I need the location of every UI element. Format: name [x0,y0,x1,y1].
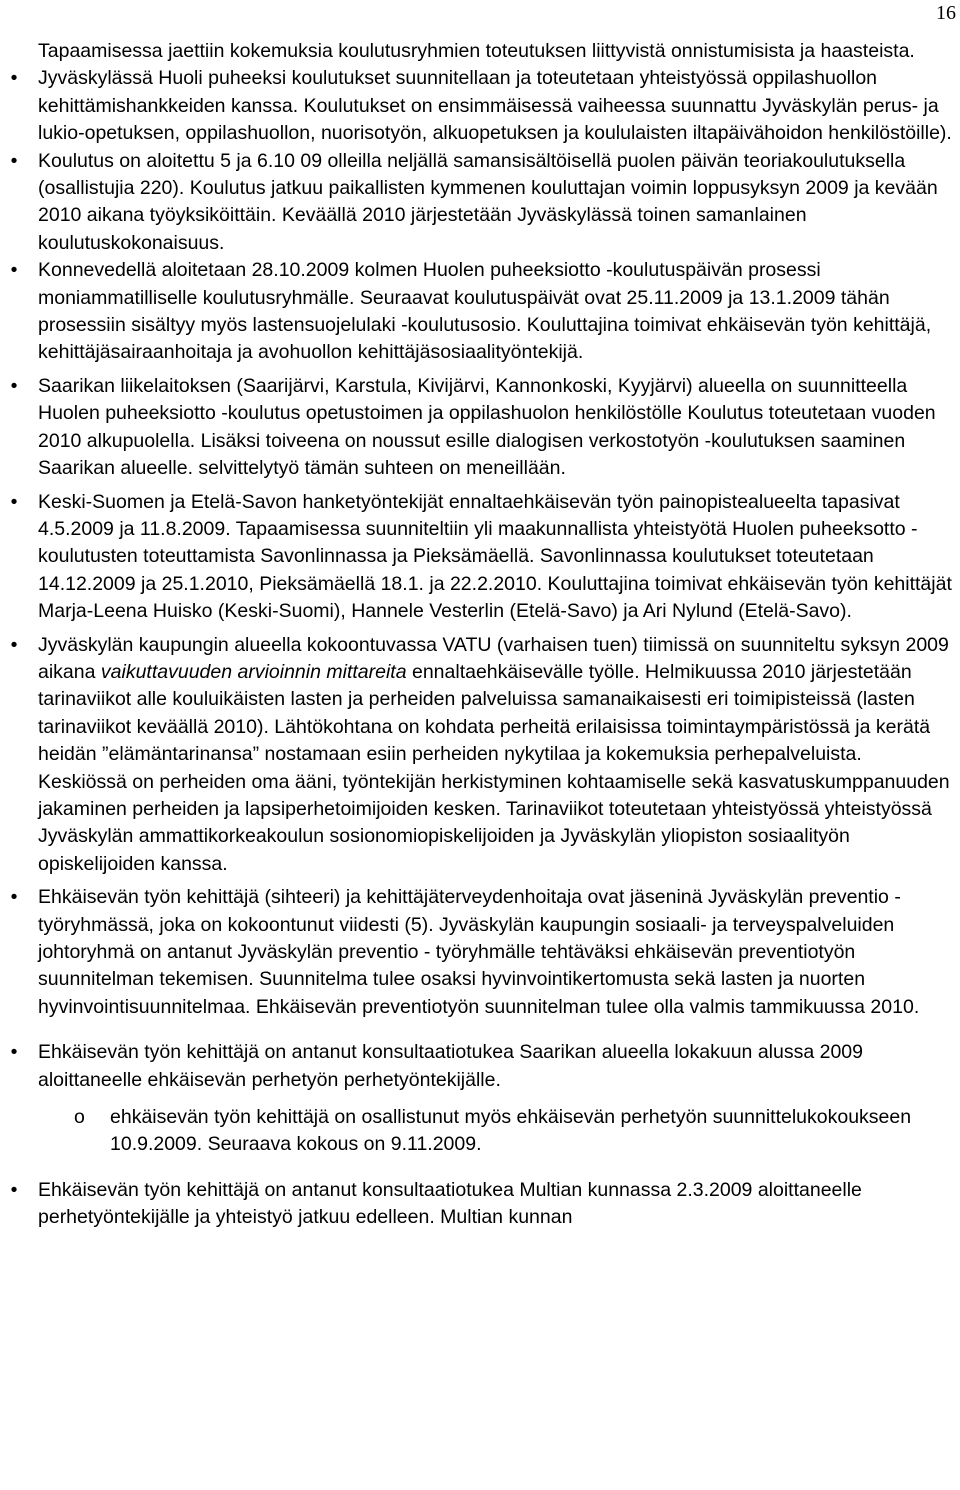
list-item-text: Konnevedellä aloitetaan 28.10.2009 kolmen Huolen puheeksiotto -koulutuspäivän prosessi moniammatilliselle koulutusryhmälle. Seuraavat koulutuspäivät ovat 25.11.2009 ja 13.1.2009 tähän prosessiin sisältyy myös lastensuojelulaki -koulutusosio. Kouluttajina toimivat ehkäisevän työn kehittäjä, kehittäjäsairaanhoitaja ja avohuollon kehittäjäsosiaalityöntekijä. [38,259,932,364]
text-segment: Jyväskylän kaupungin alueella kokoontuvassa VATU (varhaisen tuen) tiimissä on suunniteltu syksyn 2009 aikana [38,633,949,683]
list-item [10,257,956,367]
circle-bullet-icon: o [74,1106,85,1129]
bullet-icon: • [10,374,18,397]
list-item [10,65,956,147]
list-item [10,148,956,258]
list-item-text: Koulutus on aloitettu 5 ja 6.10 09 olleilla neljällä samansisältöisellä puolen päivän teoriakoulutuksella (osallistujia 220). Koulutus jatkuu paikallisten kymmenen kouluttajan voimin loppusyksyn 2009 ja kevään 2010 aikana työyksiköittäin. Keväällä 2010 järjestetään Jyväskylässä toinen samanlainen koulutuskokonaisuus. [38,149,938,254]
sub-list-item-text: ehkäisevän työn kehittäjä on osallistunut myös ehkäisevän perhetyön suunnittelukokoukseen 10.9.2009. Seuraava kokous on 9.11.2009. [110,1106,912,1156]
list-item [10,632,956,879]
bullet-icon: • [10,886,18,909]
list-item-text: Keski-Suomen ja Etelä-Savon hanketyöntekijät ennaltaehkäisevän työn painopistealueelta tapasivat 4.5.2009 ja 11.8.2009. Tapaamisessa suunniteltiin yli maakunnallista yhteistyötä Huolen puheeksotto -koulutusten toteuttamista Savonlinnassa ja Pieksämäellä. Savonlinnassa koulutukset toteutetaan 14.12.2009 ja 25.1.2010, Pieksämäellä 18.1. ja 22.2.2010. Kouluttajina toimivat ehkäisevän työn kehittäjät Marja-Leena Huisko (Keski-Suomi), Hannele Vesterlin (Etelä-Savo) ja Ari Nylund (Etelä-Savo). [38,490,952,623]
list-item [10,1039,956,1094]
list-item-text: Ehkäisevän työn kehittäjä on antanut konsultaatiotukea Multian kunnassa 2.3.2009 aloittaneelle perhetyöntekijälle ja yhteistyö jatkuu edelleen. Multian kunnan [38,1178,862,1229]
italic-text: vaikuttavuuden arvioinnin mittareita [100,660,407,683]
bullet-icon: • [10,1178,18,1201]
bullet-icon: • [10,67,18,90]
list-item-text: Ehkäisevän työn kehittäjä on antanut konsultaatiotukea Saarikan alueella lokakuun alussa 2009 aloittaneelle ehkäisevän perhetyön perhetyöntekijälle. [38,1041,863,1091]
list-item [10,373,956,483]
list-item [10,884,956,1021]
text-segment: ennaltaehkäisevälle työlle. Helmikuussa 2010 järjestetään tarinaviikot alle kouluikäisten lasten ja perheiden palveluissa samanaikaisesti eri toimipisteissä (lasten tarinaviikot keväällä 2010). Lähtökohtana on kohdata perheitä erilaisissa toimintaympäristössä ja kerätä heidän ”elämäntarinansa” nostamaan esiin perheiden nykytilaa ja kokemuksia perhepalveluista. Keskiössä on perheiden oma ääni, työntekijän herkistyminen kohtaamiselle sekä kasvatuskumppanuuden jakaminen perheiden ja lapsiperhetoimijoiden kesken. Tarinaviikot toteutetaan yhteistyössä yhteistyössä Jyväskylän ammattikorkeakoulun sosionomiopiskelijoiden ja Jyväskylän yliopiston sosiaalityön opiskelijoiden kanssa. [38,660,950,875]
list-item [10,489,956,626]
bullet-icon: • [10,149,18,172]
list-item-text [38,634,950,875]
bullet-icon: • [10,490,18,513]
document-body [10,38,956,1232]
page-number: 16 [936,2,956,24]
list-item-text: Ehkäisevän työn kehittäjä (sihteeri) ja kehittäjäterveydenhoitaja ovat jäseninä Jyväskylän preventio -työryhmässä, joka on kokoontunut viidesti (5). Jyväskylän kaupungin sosiaali- ja terveyspalveluiden johtoryhmä on antanut Jyväskylän preventio - työryhmälle tehtäväksi ehkäisevän preventiotyön suunnitelman tekemisen. Suunnitelma tulee osaksi hyvinvointikertomusta sekä lasten ja nuorten hyvinvointisuunnitelmaa. Ehkäisevän preventiotyön suunnitelman tulee olla valmis tammikuussa 2010. [38,886,920,1018]
list-item [10,1177,956,1232]
sub-list-item [74,1104,956,1159]
bullet-icon: • [10,259,18,282]
bullet-icon: • [10,1041,18,1064]
list-item-text: Jyväskylässä Huoli puheeksi koulutukset suunnitellaan ja toteutetaan yhteistyössä oppilashuollon kehittämishankkeiden kanssa. Koulutukset on ensimmäisessä vaiheessa suunnattu Jyväskylän perus- ja lukio-opetuksen, oppilashuollon, nuorisotyön, alkuopetuksen ja koululaisten iltapäivähoidon henkilöstöille). [38,67,952,145]
list-item-text: Saarikan liikelaitoksen (Saarijärvi, Karstula, Kivijärvi, Kannonkoski, Kyyjärvi) alueella on suunnitteella Huolen puheeksiotto -koulutus opetustoimen ja oppilashuolon henkilöstölle Koulutus toteutetaan vuoden 2010 alkupuolella. Lisäksi toiveena on noussut esille dialogisen verkostotyön -koulutuksen saaminen Saarikan alueelle. selvittelytyö tämän suhteen on meneillään. [38,374,936,480]
intro-paragraph: Tapaamisessa jaettiin kokemuksia koulutusryhmien toteutuksen liittyvistä onnistumisista ja haasteista. [38,40,915,62]
bullet-icon: • [10,633,18,656]
